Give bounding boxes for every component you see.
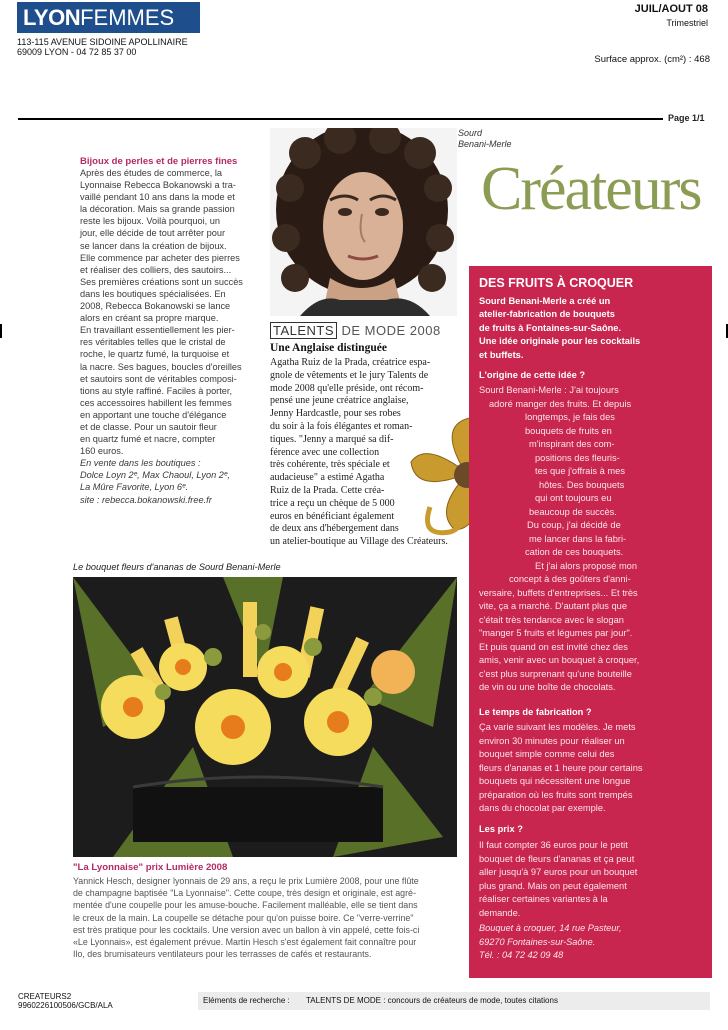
text-line: positions des fleuris- <box>535 452 620 463</box>
text-line: le creux de la main. La coupelle se détache pour qu'on puisse boire. Ce "verre-verrine" <box>73 912 414 923</box>
jewelry-heading: Bijoux de perles et de pierres fines <box>80 156 238 167</box>
text-line: 2008, Rebecca Bokanowski se lance <box>80 301 231 312</box>
talents-label <box>270 322 441 340</box>
text-line: tes que j'offrais à mes <box>535 466 625 476</box>
text-line: euros en bénéficiant également <box>270 510 395 522</box>
text-line: atelier-fabrication de bouquets <box>479 309 615 320</box>
text-line: ces accessoires habillent les femmes <box>80 397 232 408</box>
text-line: longtemps, je fais des <box>525 412 615 422</box>
text-line: Bouquet à croquer, 14 rue Pasteur, <box>479 923 622 933</box>
talents-label-rest: DE MODE 2008 <box>341 323 441 338</box>
text-line: et réaliser des colliers, des sautoirs... <box>80 264 232 275</box>
issue-date: JUIL/AOUT 08 <box>634 3 708 15</box>
text-line: de deux ans d'hébergement dans <box>270 523 399 535</box>
text-line: tiques. "Jenny a marqué sa dif- <box>270 433 394 445</box>
text-line: de fruits à Fontaines-sur-Saône. <box>479 322 622 333</box>
search-value: TALENTS DE MODE : concours de créateurs de mode, toutes citations <box>306 996 558 1005</box>
text-line: gnole de vêtements et le jury Talents de <box>270 369 429 381</box>
text-line: vite, ça a marché. D'autant plus que <box>479 601 628 611</box>
text-line: demande. <box>479 907 521 918</box>
search-elements-bar <box>198 992 710 1010</box>
text-line: roche, le quartz fumé, la turquoise et <box>80 349 230 360</box>
jewelry-body <box>80 167 268 457</box>
text-line: hôtes. Des bouquets <box>539 479 625 490</box>
answer-prices <box>479 839 709 920</box>
text-line: Ilo, des brumisateurs ventilateurs pour les terrasses de cafés et restaurants. <box>73 949 372 960</box>
surface-info: Surface approx. (cm²) : 468 <box>594 54 710 65</box>
photo-credit-line: Sourd <box>458 128 483 138</box>
portrait-image <box>270 128 457 316</box>
text-line: qui ont toujours eu <box>535 493 612 503</box>
text-line: Lyonnaise Rebecca Bokanowski a tra- <box>80 180 236 191</box>
text-line: très cohérente, très spéciale et <box>270 459 390 471</box>
shop-contact <box>479 922 709 963</box>
text-line: la nacre. Ses bagues, boucles d'oreilles <box>80 361 242 372</box>
publication-logo <box>17 2 200 33</box>
text-line: fleurs d'ananas et 1 heure pour certains <box>479 762 643 773</box>
text-line: se lancer dans la création de bijoux. <box>80 240 227 251</box>
answer-origin <box>469 384 712 695</box>
text-line: dans du chocolat par exemple. <box>479 803 606 813</box>
text-line: bouquet de fleurs d'ananas et ça peut <box>479 853 635 864</box>
text-line: Du coup, j'ai décidé de <box>527 520 621 530</box>
text-line: Une idée originale pour les cocktails <box>479 336 641 347</box>
text-line: amis, venir avec un bouquet à croquer, <box>479 655 640 665</box>
text-line: "manger 5 fruits et légumes par jour". <box>479 628 633 638</box>
text-line: est très pratique pour les cocktails. Une version avec un ballon à vin appelé, cette fois-ci <box>73 924 420 935</box>
text-line: la décoration. Mais sa grande passion <box>80 204 235 215</box>
text-line: et buffets. <box>479 349 524 360</box>
text-line: Sourd Benani-Merle : J'ai toujours <box>479 385 619 395</box>
text-line: de vin ou une boîte de chocolats. <box>479 682 616 692</box>
text-line: en apportant une touche d'élégance <box>80 409 227 420</box>
text-line: audacieuse" a estimé Agatha <box>270 472 385 484</box>
text-line: concept à des goûters d'anni- <box>509 574 631 584</box>
bouquet-caption: Le bouquet fleurs d'ananas de Sourd Benani-Merle <box>73 562 281 572</box>
jewelry-stores <box>80 457 268 505</box>
text-line: un atelier-boutique au Village des Créateurs. <box>270 536 448 548</box>
text-line: bouquet simple comme celui des <box>479 749 615 759</box>
lumiere-heading: "La Lyonnaise" prix Lumière 2008 <box>73 862 228 873</box>
text-line: préparation où les fruits sont trempés <box>479 789 633 800</box>
fruit-interview-panel <box>469 266 712 978</box>
footer-codes <box>18 992 113 1010</box>
publisher-address <box>17 37 188 57</box>
question-prices: Les prix ? <box>479 824 523 834</box>
text-line: site : rebecca.bokanowski.free.fr <box>80 494 212 505</box>
text-line: plus grand. Mais on peut également <box>479 880 627 891</box>
text-line: dans les boutiques spécialisées. En <box>80 288 226 299</box>
text-line: férence avec une collection <box>270 446 380 458</box>
text-line: 69270 Fontaines-sur-Saône. <box>479 936 596 947</box>
text-line: du soir à la fois élégantes et roman- <box>270 420 413 432</box>
text-line: mode 2008 qu'elle préside, ont récom- <box>270 382 424 394</box>
text-line: En travaillant essentiellement les pier- <box>80 325 235 336</box>
logo-light-text: FEMMES <box>80 4 175 30</box>
text-line: reste les bijoux. Voilà pourquoi, un <box>80 216 220 227</box>
header-divider <box>18 118 663 120</box>
text-line: me lancer dans la fabri- <box>529 533 627 544</box>
text-line: Et puis quand on est invité chez des <box>479 641 628 652</box>
text-line: Ses premières créations sont un succès <box>80 276 243 287</box>
portrait-photo <box>270 128 457 316</box>
text-line: 160 euros. <box>80 446 124 457</box>
text-line: Jenny Hardcastle, pour ses robes <box>270 408 401 420</box>
text-line: réaliser certaines variantes à la <box>479 894 608 904</box>
text-line: et sautoirs sont de véritables composi- <box>80 373 237 384</box>
address-line: 113-115 AVENUE SIDOINE APOLLINAIRE <box>17 37 188 47</box>
issue-info <box>508 3 708 28</box>
text-line: En vente dans les boutiques : <box>80 458 201 469</box>
text-line: c'est plus surprenant qu'une bouteille <box>479 668 632 679</box>
photo-credit <box>458 128 512 150</box>
text-line: pensé une jeune créatrice anglaise, <box>270 395 409 407</box>
text-line: versaire, buffets d'entreprises... Et très <box>479 587 638 598</box>
lumiere-body <box>73 875 458 960</box>
jewelry-article <box>80 156 268 506</box>
text-line: c'était très tendance avec le slogan <box>479 614 624 625</box>
logo-bold-text: LYON <box>23 4 81 30</box>
text-line: aller jusqu'à 97 euros pour un bouquet <box>479 867 638 877</box>
text-line: Il faut compter 36 euros pour le petit <box>479 840 628 850</box>
text-line: Après des études de commerce, la <box>80 168 222 178</box>
text-line: Sourd Benani-Merle a créé un <box>479 296 611 306</box>
text-line: en quartz fumé et nacre, compter <box>80 434 216 445</box>
footer-code: CREATEURS2 <box>18 992 72 1001</box>
bouquet-photo <box>73 577 457 857</box>
text-line: cation de ces bouquets. <box>525 547 624 557</box>
text-line: Ruiz de la Prada. Cette créa- <box>270 484 385 496</box>
footer-code: 9960226100506/GCB/ALA <box>18 1001 113 1010</box>
text-line: alors en créant sa propre marque. <box>80 313 219 324</box>
talents-heading: Une Anglaise distinguée <box>270 342 387 354</box>
text-line: res véritables telles que le cristal de <box>80 337 226 348</box>
address-line: 69009 LYON - 04 72 85 37 00 <box>17 47 137 57</box>
talents-boxed-label: TALENTS <box>270 322 337 339</box>
text-line: Elle commence par acheter des pierres <box>80 252 240 263</box>
text-line: et de classe. Pour un sautoir fleur <box>80 421 217 432</box>
panel-title: DES FRUITS À CROQUER <box>479 276 634 290</box>
crop-mark <box>0 324 2 338</box>
text-line: bouquets qui nécessitent une longue <box>479 776 631 786</box>
text-line: Yannick Hesch, designer lyonnais de 29 ans, a reçu le prix Lumière 2008, pour une flûte <box>73 876 419 886</box>
text-line: La Mûre Favorite, Lyon 6ᵉ. <box>80 482 189 493</box>
section-title: Créateurs <box>481 155 701 223</box>
text-line: Ça varie suivant les modèles. Je mets <box>479 722 636 732</box>
text-line: jour, elle décide de tout arrêter pour <box>80 228 226 239</box>
text-line: Agatha Ruiz de la Prada, créatrice espa- <box>270 357 431 368</box>
text-line: trice a reçu un chèque de 5 000 <box>270 497 395 509</box>
text-line: «Le Lyonnais», est également prévue. Martin Hesch s'est également fait connaître pour <box>73 937 417 948</box>
text-line: tions au style raffiné. Faciles à porter, <box>80 385 233 396</box>
panel-lead <box>479 295 709 362</box>
text-line: m'inspirant des com- <box>529 439 615 449</box>
text-line: bouquets de fruits en <box>525 425 612 436</box>
text-line: Et j'ai alors proposé mon <box>535 560 638 571</box>
text-line: adoré manger des fruits. Et depuis <box>489 398 632 409</box>
page-number: Page 1/1 <box>668 113 705 123</box>
text-line: vaillé pendant 10 ans dans la mode et <box>80 192 235 203</box>
text-line: Dolce Loyn 2ᵉ, Max Chaoul, Lyon 2ᵉ, <box>80 470 230 481</box>
search-label: Eléments de recherche : <box>203 996 290 1005</box>
question-fabrication-time: Le temps de fabrication ? <box>479 707 592 717</box>
answer-fabrication-time <box>479 721 709 816</box>
bouquet-image <box>73 577 457 857</box>
text-line: Tél. : 04 72 42 09 48 <box>479 950 564 960</box>
photo-credit-line: Benani-Merle <box>458 139 512 149</box>
text-line: de champagne baptisée "La Lyonnaise". Cette coupe, très design et originale, est agré- <box>73 888 416 899</box>
question-origin: L'origine de cette idée ? <box>479 370 586 380</box>
issue-frequency: Trimestriel <box>666 18 708 28</box>
text-line: environ 30 minutes pour réaliser un <box>479 735 625 746</box>
text-line: beaucoup de succès. <box>529 506 617 517</box>
text-line: mentée d'une coupelle pour les amuse-bouche. Facilement malléable, elle se tient dans <box>73 900 418 911</box>
